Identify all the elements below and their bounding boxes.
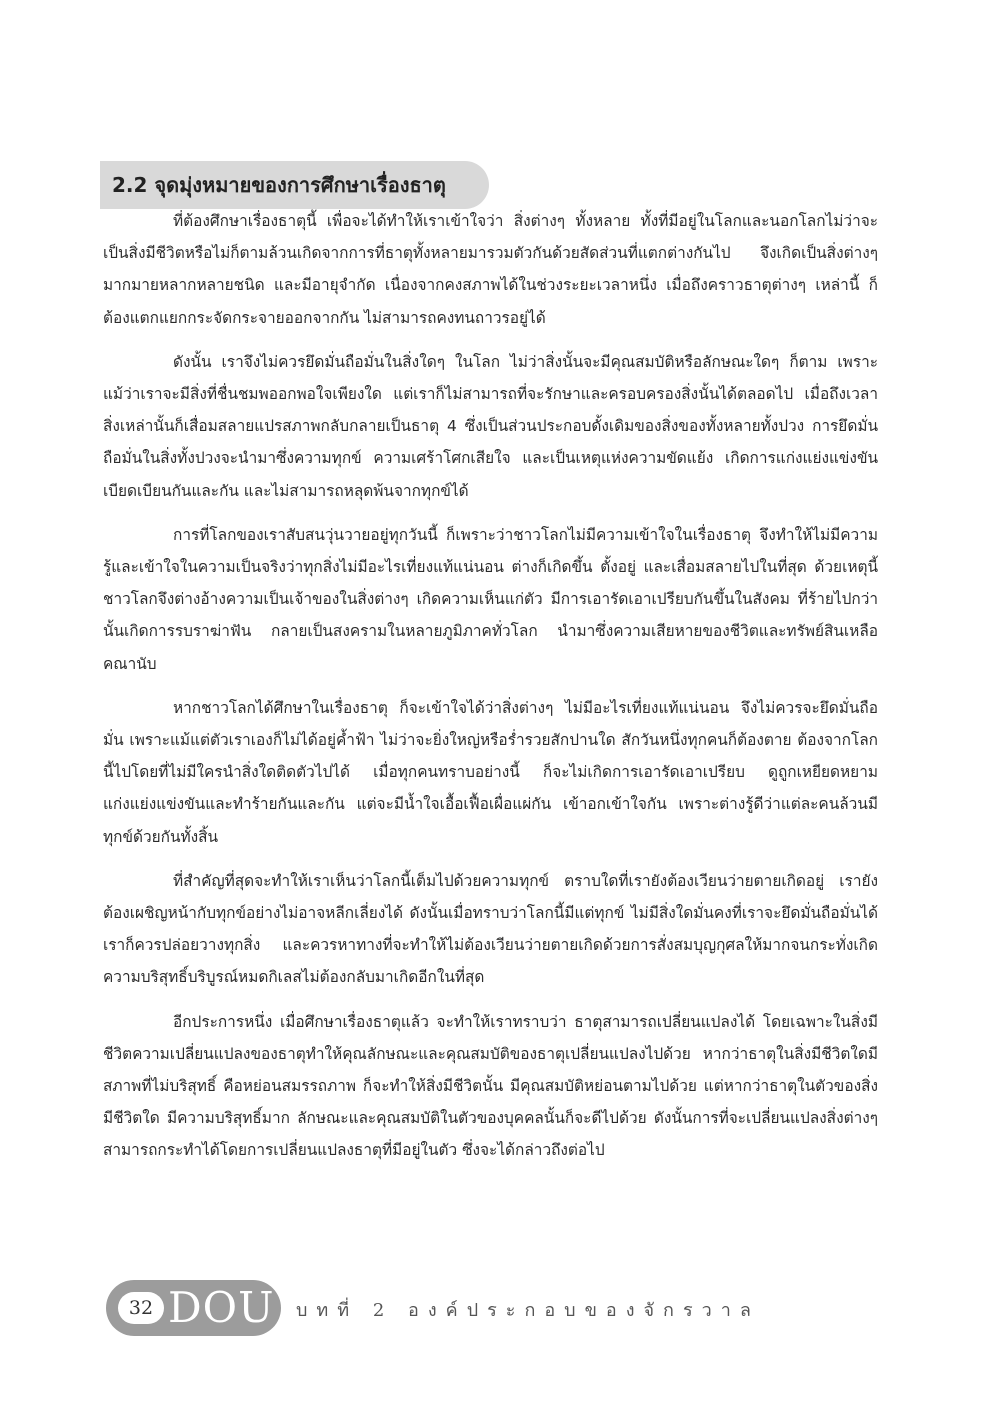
paragraph-5: ที่สำคัญที่สุดจะทำให้เราเห็นว่าโลกนี้เต็มไปด้วยความทุกข์ ตราบใดที่เรายังต้องเวียนว่ายตายเกิดอยู่ เรายังต้องเผชิญหน้ากับทุกข์อย่างไม่อาจหลีกเลี่ยงได้ ดังนั้นเมื่อทราบว่าโลกนี้มีแต่ทุกข์ ไม่มีสิ่งใดมั่นคงที่เราจะยึดมั่นถือมั่นได้ เราก็ควรปล่อยวางทุกสิ่ง และควรหาทางที่จะทำให้ไม่ต้องเวียนว่ายตายเกิดด้วยการสั่งสมบุญกุศลให้มากจนกระทั่งเกิดความบริสุทธิ์บริบูรณ์หมดกิเลสไม่ต้องกลับมาเกิดอีกในที่สุด [103,871,878,987]
paragraph-2: ดังนั้น เราจึงไม่ควรยึดมั่นถือมั่นในสิ่งใดๆ ในโลก ไม่ว่าสิ่งนั้นจะมีคุณสมบัติหรือลักษณะใดๆ ก็ตาม เพราะแม้ว่าเราจะมีสิ่งที่ชื่นชมพออกพอใจเพียงใด แต่เราก็ไม่สามารถที่จะรักษาและครอบครองสิ่งนั้นได้ตลอดไป เมื่อถึงเวลาสิ่งเหล่านั้นก็เสื่อมสลายแปรสภาพกลับกลายเป็นธาตุ 4 ซึ่งเป็นส่วนประกอบดั้งเดิมของสิ่งของทั้งหลายทั้งปวง การยึดมั่นถือมั่นในสิ่งทั้งปวงจะนำมาซึ่งความทุกข์ ความเศร้าโศกเสียใจ และเป็นเหตุแห่งความขัดแย้ง เกิดการแก่งแย่งแข่งขัน เบียดเบียนกันและกัน และไม่สามารถหลุดพ้นจากทุกข์ได้ [103,352,878,500]
paragraph-4: หากชาวโลกได้ศึกษาในเรื่องธาตุ ก็จะเข้าใจได้ว่าสิ่งต่างๆ ไม่มีอะไรเที่ยงแท้แน่นอน จึงไม่ควรจะยึดมั่นถือมั่น เพราะแม้แต่ตัวเราเองก็ไม่ได้อยู่ค้ำฟ้า ไม่ว่าจะยิ่งใหญ่หรือร่ำรวยสักปานใด สักวันหนึ่งทุกคนก็ต้องตาย ต้องจากโลกนี้ไปโดยที่ไม่มีใครนำสิ่งใดติดตัวไปได้ เมื่อทุกคนทราบอย่างนี้ ก็จะไม่เกิดการเอารัดเอาเปรียบ ดูถูกเหยียดหยาม แก่งแย่งแข่งขันและทำร้ายกันและกัน แต่จะมีน้ำใจเอื้อเฟื้อเผื่อแผ่กัน เข้าอกเข้าใจกัน เพราะต่างรู้ดีว่าแต่ละคนล้วนมีทุกข์ด้วยกันทั้งสิ้น [103,698,878,846]
section-heading: 2.2 จุดมุ่งหมายของการศึกษาเรื่องธาตุ [112,173,446,197]
body-text [103,205,878,1179]
paragraph-1: ที่ต้องศึกษาเรื่องธาตุนี้ เพื่อจะได้ทำให้เราเข้าใจว่า สิ่งต่างๆ ทั้งหลาย ทั้งที่มีอยู่ในโลกและนอกโลกไม่ว่าจะเป็นสิ่งมีชีวิตหรือไม่ก็ตามล้วนเกิดจากการที่ธาตุทั้งหลายมารวมตัวกันด้วยสัดส่วนที่แตกต่างกันไป จึงเกิดเป็นสิ่งต่างๆ มากมายหลากหลายชนิด และมีอายุจำกัด เนื่องจากคงสภาพได้ในช่วงระยะเวลาหนึ่ง เมื่อถึงคราวธาตุต่างๆ เหล่านี้ ก็ต้องแตกแยกกระจัดกระจายออกจากกัน ไม่สามารถคงทนถาวรอยู่ได้ [103,212,878,327]
footer-badge [106,1280,281,1336]
page-footer [106,1280,760,1336]
page-number: 32 [118,1292,164,1324]
dou-logo: DOU [168,1283,275,1332]
chapter-title: บทที่ 2 องค์ประกอบของจักรวาล [296,1300,760,1321]
paragraph-3: การที่โลกของเราสับสนวุ่นวายอยู่ทุกวันนี้ ก็เพราะว่าชาวโลกไม่มีความเข้าใจในเรื่องธาตุ จึงทำให้ไม่มีความรู้และเข้าใจในความเป็นจริงว่าทุกสิ่งไม่มีอะไรเที่ยงแท้แน่นอน ต่างก็เกิดขึ้น ตั้งอยู่ และเสื่อมสลายไปในที่สุด ด้วยเหตุนี้ ชาวโลกจึงต่างอ้างความเป็นเจ้าของในสิ่งต่างๆ เกิดความเห็นแก่ตัว มีการเอารัดเอาเปรียบกันขึ้นในสังคม ที่ร้ายไปกว่านั้นเกิดการรบราฆ่าฟัน กลายเป็นสงครามในหลายภูมิภาคทั่วโลก นำมาซึ่งความเสียหายของชีวิตและทรัพย์สินเหลือคณานับ [103,525,878,673]
section-heading-bar [100,161,489,209]
paragraph-6: อีกประการหนึ่ง เมื่อศึกษาเรื่องธาตุแล้ว จะทำให้เราทราบว่า ธาตุสามารถเปลี่ยนแปลงได้ โดยเฉพาะในสิ่งมีชีวิตความเปลี่ยนแปลงของธาตุทำให้คุณลักษณะและคุณสมบัติของธาตุเปลี่ยนแปลงไปด้วย หากว่าธาตุในสิ่งมีชีวิตใดมีสภาพที่ไม่บริสุทธิ์ คือหย่อนสมรรถภาพ ก็จะทำให้สิ่งมีชีวิตนั้น มีคุณสมบัติหย่อนตามไปด้วย แต่หากว่าธาตุในตัวของสิ่งมีชีวิตใด มีความบริสุทธิ์มาก ลักษณะและคุณสมบัติในตัวของบุคคลนั้นก็จะดีไปด้วย ดังนั้นการที่จะเปลี่ยนแปลงสิ่งต่างๆ สามารถกระทำได้โดยการเปลี่ยนแปลงธาตุที่มีอยู่ในตัว ซึ่งจะได้กล่าวถึงต่อไป [103,1012,878,1160]
